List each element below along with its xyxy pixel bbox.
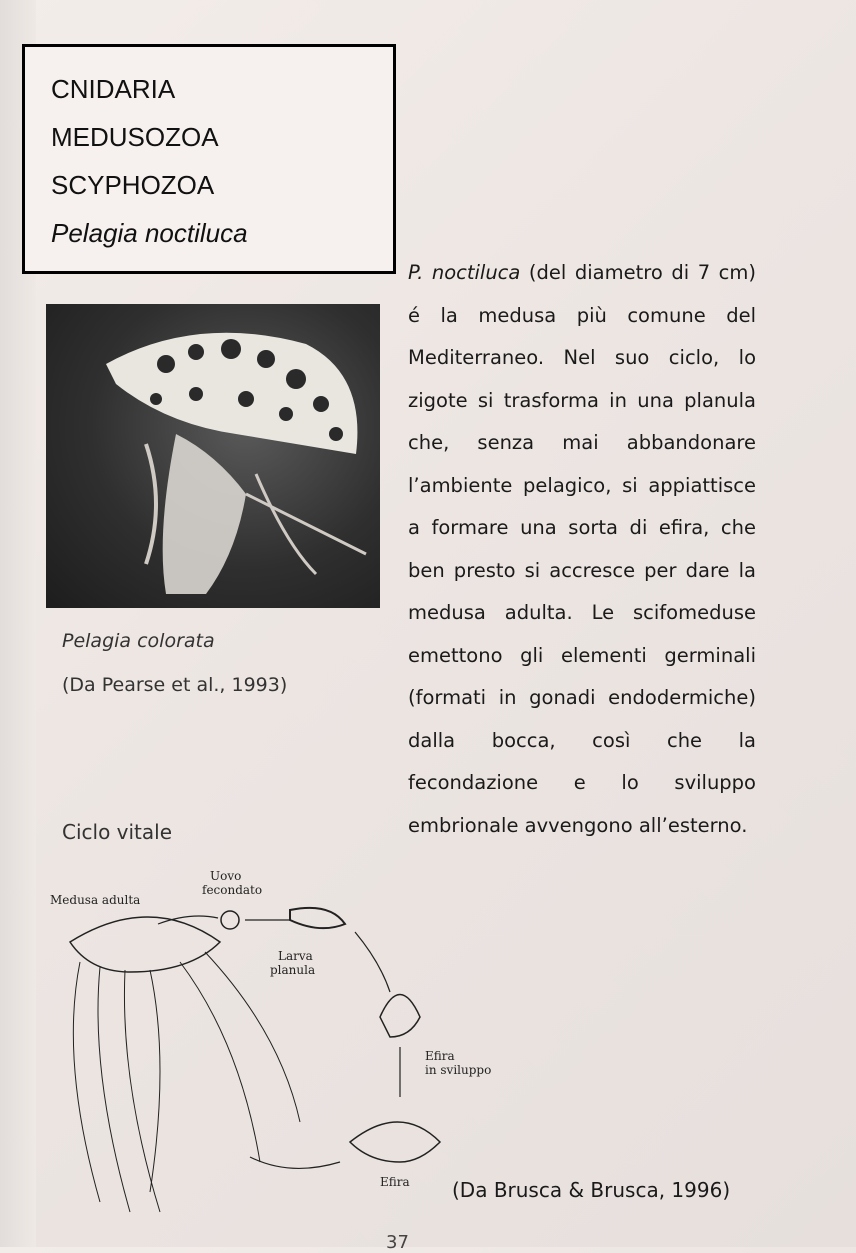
body-paragraph bbox=[408, 252, 756, 847]
page-number: 37 bbox=[386, 1232, 409, 1253]
taxon-class: SCYPHOZOA bbox=[51, 170, 215, 200]
diagram-credit: (Da Brusca & Brusca, 1996) bbox=[452, 1178, 731, 1202]
life-cycle-heading: Ciclo vitale bbox=[62, 820, 173, 844]
label-egg-2: fecondato bbox=[202, 883, 263, 897]
species-abbrev: P. noctiluca bbox=[408, 261, 521, 284]
label-egg-1: Uovo bbox=[210, 869, 242, 883]
taxon-subphylum: MEDUSOZOA bbox=[51, 122, 219, 152]
ephyra-shape bbox=[350, 1122, 440, 1162]
body-text: (del diametro di 7 cm) é la medusa più comune del Mediterraneo. Nel suo ciclo, lo zigote si trasforma in una planula che, senza mai abbandonare l’ambiente pelagico, si appiattisce a formare una sorta di efira, che ben presto si accresce per dare la medusa adulta. Le scifomeduse emettono gli elementi germinali (formati in gonadi endodermiche) dalla bocca, così che la fecondazione e lo sviluppo embrionale avvengono all’esterno. bbox=[408, 261, 756, 837]
label-ephyra: Efira bbox=[380, 1175, 410, 1189]
life-cycle-diagram bbox=[40, 862, 510, 1232]
photo-caption-source: (Da Pearse et al., 1993) bbox=[62, 674, 288, 696]
label-adult: Medusa adulta bbox=[50, 893, 141, 907]
taxon-species: Pelagia noctiluca bbox=[51, 218, 248, 248]
developing-ephyra-shape bbox=[380, 995, 420, 1038]
arrow-4 bbox=[250, 1157, 340, 1168]
taxonomy-box bbox=[22, 44, 396, 274]
adult-medusa-bell bbox=[70, 917, 220, 972]
label-larva-1: Larva bbox=[278, 949, 313, 963]
adult-medusa-tentacles bbox=[73, 952, 300, 1212]
label-ephyra-dev-2: in sviluppo bbox=[425, 1063, 492, 1077]
egg-shape bbox=[221, 911, 239, 929]
arrow-2 bbox=[355, 932, 390, 992]
photo-caption-species: Pelagia colorata bbox=[62, 630, 215, 652]
jellyfish-photo-drawing bbox=[46, 304, 380, 608]
jellyfish-photo bbox=[46, 304, 380, 608]
label-larva-2: planula bbox=[270, 963, 316, 977]
taxon-phylum: CNIDARIA bbox=[51, 74, 176, 104]
planula-shape bbox=[290, 908, 345, 928]
arrow-0 bbox=[158, 916, 218, 924]
label-ephyra-dev-1: Efira bbox=[425, 1049, 455, 1063]
